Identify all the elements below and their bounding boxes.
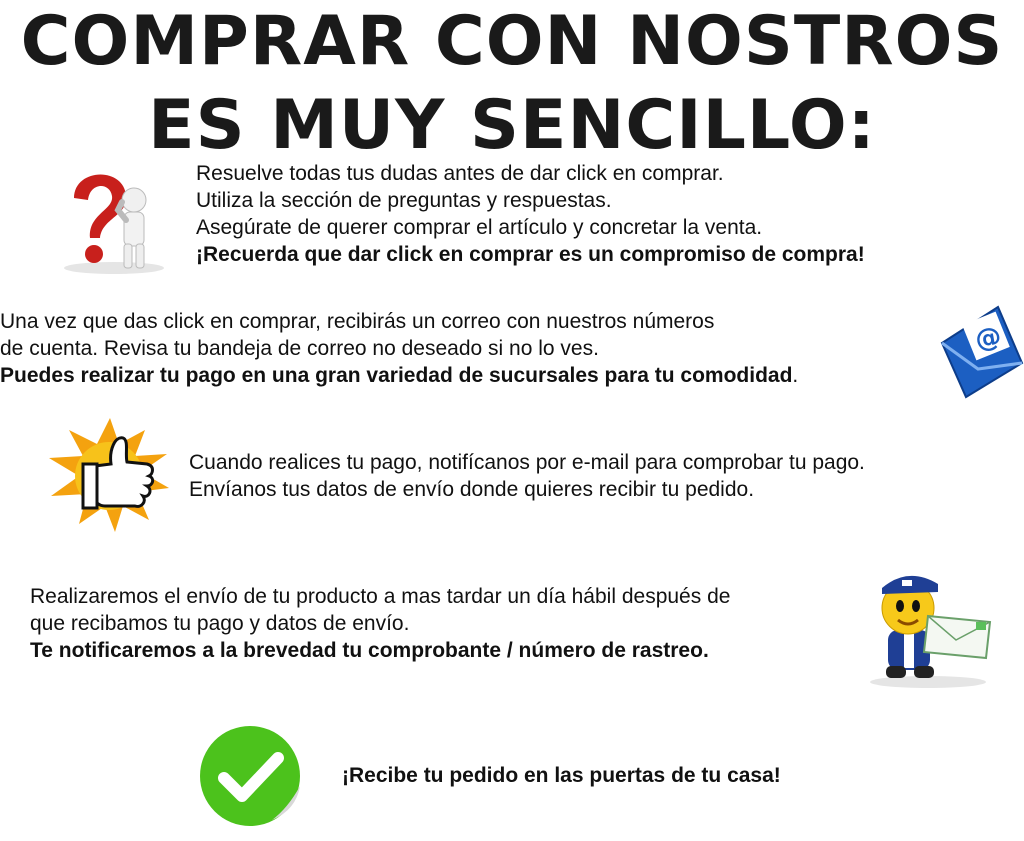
thumbs-up-icon	[45, 414, 175, 534]
step-3-line-2: Envíanos tus datos de envío donde quieres recibir tu pedido.	[189, 478, 755, 501]
email-envelope-icon	[938, 303, 1024, 399]
step-4-bold: Te notificaremos a la brevedad tu comprobante / número de rastreo.	[30, 639, 709, 662]
step-3-text	[189, 449, 865, 503]
step-1-bold: ¡Recuerda que dar click en comprar es un compromiso de compra!	[196, 243, 865, 266]
step-1-line-2: Utiliza la sección de preguntas y respuestas.	[196, 189, 612, 212]
svg-text:@: @	[972, 321, 1004, 356]
step-2-line-2: de cuenta. Revisa tu bandeja de correo no deseado si no lo ves.	[0, 337, 599, 360]
step-2-bold: Puedes realizar tu pago en una gran variedad de sucursales para tu comodidad	[0, 364, 793, 387]
step-1-line-3: Asegúrate de querer comprar el artículo y concretar la venta.	[196, 216, 763, 239]
step-4-text	[30, 583, 730, 664]
mail-carrier-icon	[858, 560, 998, 690]
step-2-bold-suffix: .	[792, 364, 799, 387]
question-mark-icon	[44, 158, 174, 278]
check-badge-icon	[196, 722, 308, 832]
step-3-line-1: Cuando realices tu pago, notifícanos por e-mail para comprobar tu pago.	[189, 451, 865, 474]
page-title-line-1: COMPRAR CON NOSTROS	[20, 2, 1004, 81]
step-5-text: ¡Recibe tu pedido en las puertas de tu casa!	[342, 764, 781, 787]
step-4-line-2: que recibamos tu pago y datos de envío.	[30, 612, 410, 635]
step-1-text	[196, 160, 865, 268]
step-4-line-1: Realizaremos el envío de tu producto a mas tardar un día hábil después de	[30, 585, 731, 608]
step-1-line-1: Resuelve todas tus dudas antes de dar click en comprar.	[196, 162, 724, 185]
page-title-line-2: ES MUY SENCILLO:	[148, 86, 876, 165]
step-2-text	[0, 308, 798, 389]
step-2-line-1: Una vez que das click en comprar, recibirás un correo con nuestros números	[0, 310, 715, 333]
